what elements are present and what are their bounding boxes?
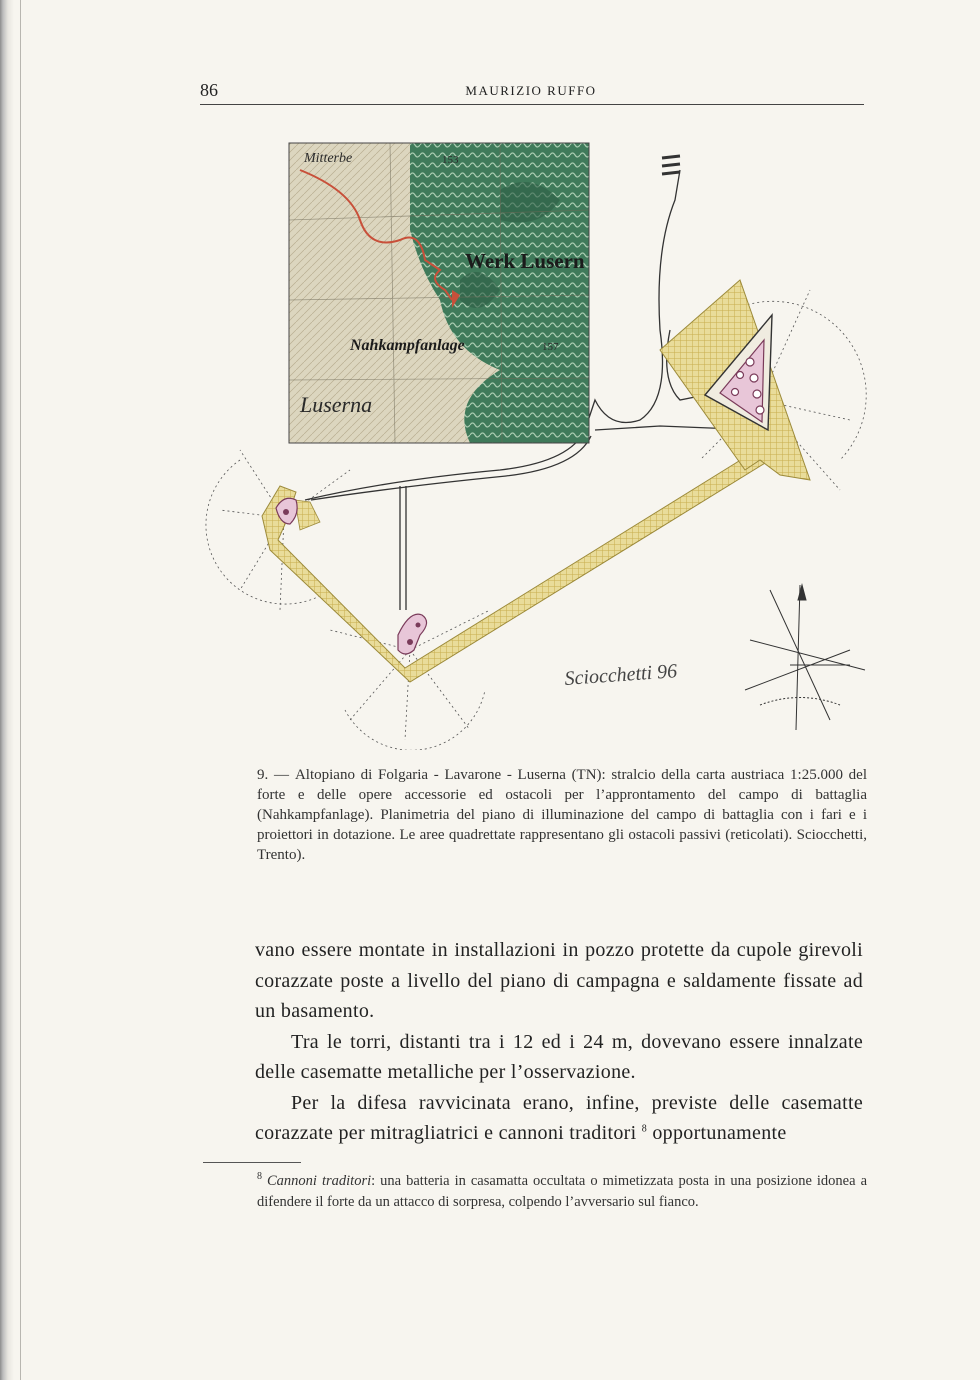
figure-drawing: [200, 130, 880, 750]
page-binding-shadow: [0, 0, 14, 1380]
paragraph-3: [255, 1088, 863, 1149]
footnote-number: 8: [257, 1171, 262, 1183]
footnote-text: : una batteria in casamatta occultata o mimetizzata posta in una posizione idonea a difendere il forte da un attacco di sorpresa, colpendo l’avversario sul fianco.: [257, 1173, 868, 1210]
map-spot-height-1: 153: [442, 154, 459, 166]
fort-lusern-plan: [660, 156, 810, 480]
paragraph-3-end: opportunamente: [652, 1122, 787, 1144]
footnote-rule: [203, 1162, 301, 1163]
paragraph-2: Tra le torri, distanti tra i 12 ed i 24 m, dovevano essere innalzate delle casematte metalliche per l’osservazione.: [255, 1030, 863, 1083]
figure-caption: [257, 765, 867, 865]
map-spot-height-2: 157: [542, 341, 559, 353]
compass-rose-icon: [745, 585, 865, 730]
paragraph-1: vano essere montate in installazioni in pozzo protette da cupole girevoli corazzate poste a livello del piano di campagna e saldamente fissate ad un basamento.: [255, 939, 863, 1022]
author-signature: Sciocchetti 96: [563, 660, 678, 690]
page-binding-line: [20, 0, 21, 1380]
map-label-luserna: Luserna: [300, 392, 373, 417]
map-label-werk: Werk Lusern: [465, 249, 585, 273]
body-text: [255, 935, 863, 1149]
map-label-corner: Mitterbe: [304, 151, 353, 166]
caption-label: 9. —: [257, 767, 289, 783]
caption-text: Altopiano di Folgaria - Lavarone - Luserna (TN): stralcio della carta austriaca 1:25.000 del forte e delle opere accessorie ed ostacoli per l’approntamento del campo di battaglia (Nahkampfanlage). Planimetria del piano di illuminazione del campo di battaglia con i fari e i proiettori in dotazione. Le aree quadrettate rappresentano gli ostacoli passivi (reticolati). Sciocchetti, Trento).: [257, 767, 867, 863]
footnote-term: Cannoni traditori: [267, 1173, 372, 1189]
nahkampf-work: [398, 614, 427, 654]
footnote-8: [257, 1171, 867, 1213]
footnote-ref[interactable]: 8: [641, 1123, 648, 1135]
header-rule: [200, 104, 864, 105]
running-head: [200, 80, 862, 106]
page-number: 86: [200, 80, 218, 100]
figure-9: [200, 130, 880, 750]
wire-obstacle-belt: [262, 448, 770, 682]
paragraph-3-text: Per la difesa ravvicinata erano, infine, previste delle casematte corazzate per mitragliatrici e cannoni traditori: [255, 1091, 863, 1144]
map-label-nahkampf: Nahkampfanlage: [350, 337, 465, 354]
running-title: MAURIZIO RUFFO: [465, 83, 597, 98]
